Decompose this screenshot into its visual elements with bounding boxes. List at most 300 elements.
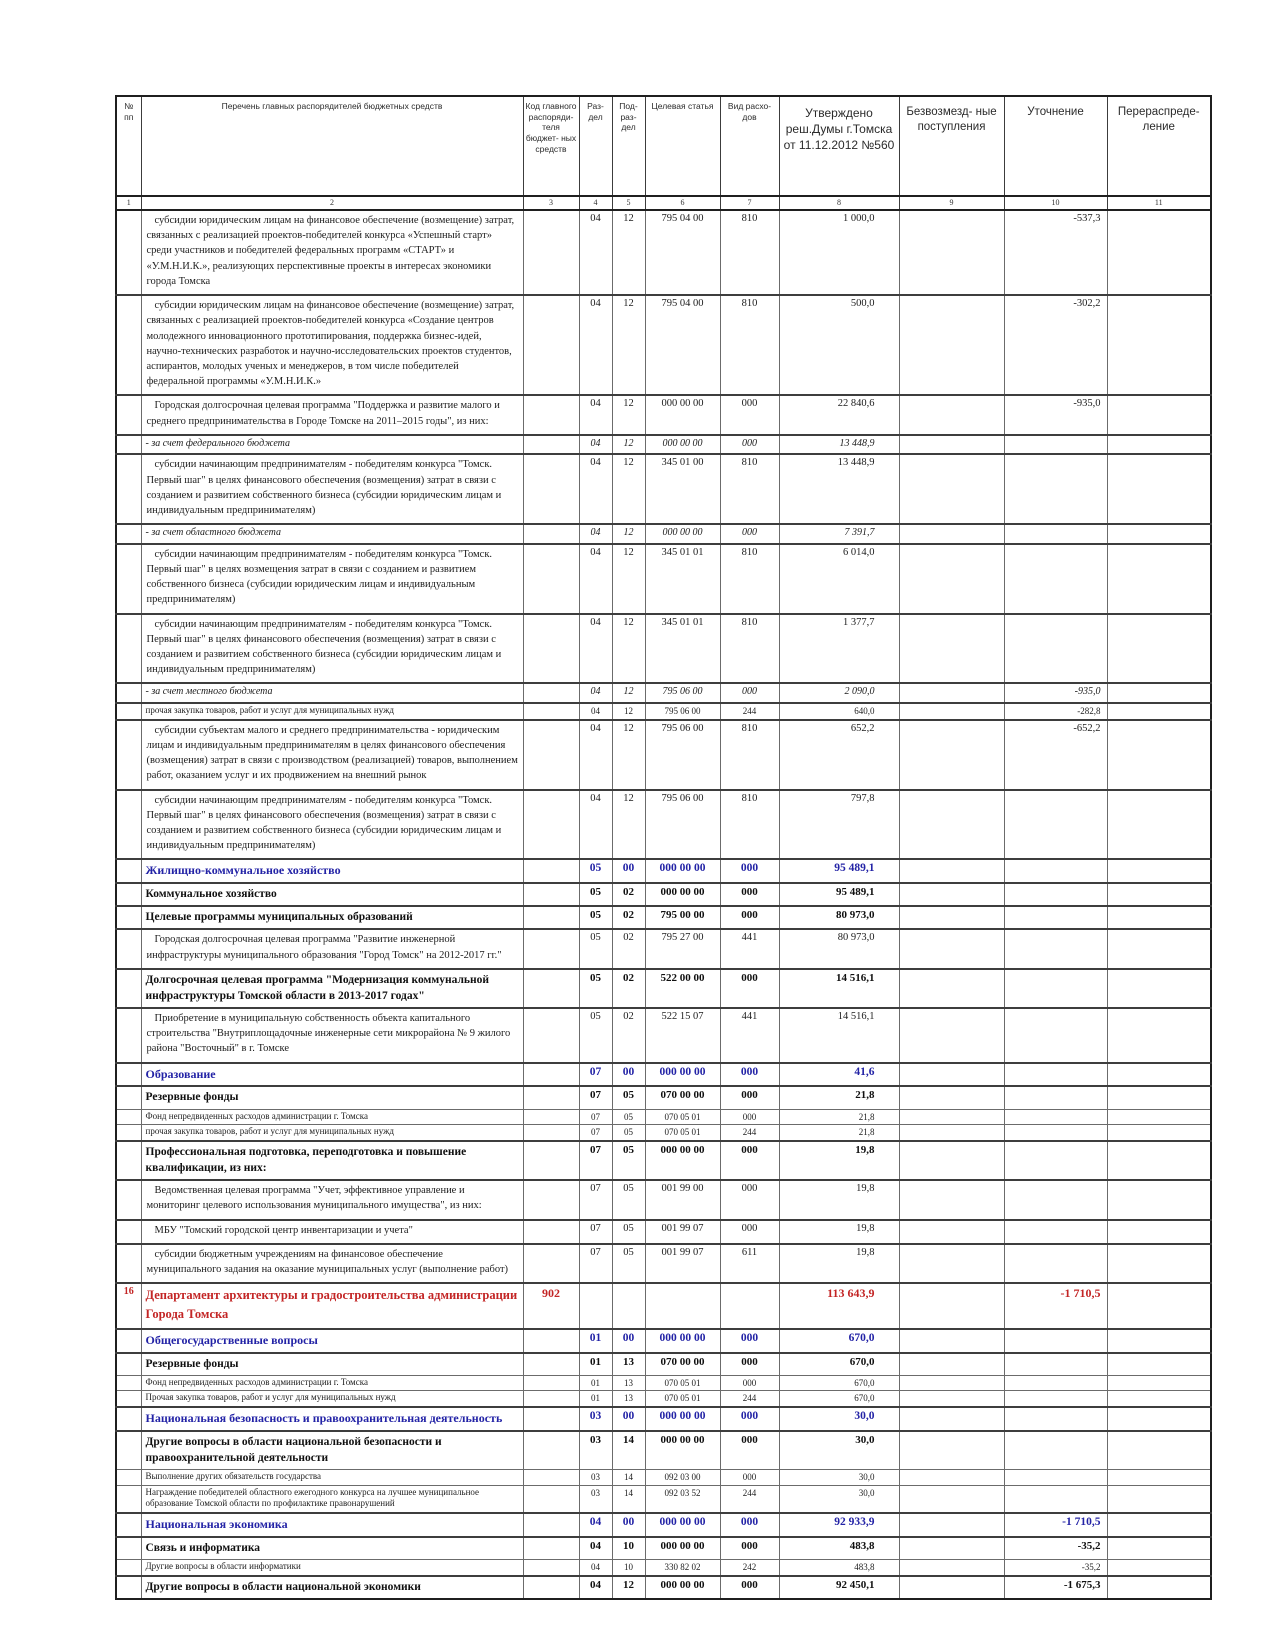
cell-row-number	[116, 1180, 141, 1219]
cell-razdel: 04	[579, 1537, 612, 1560]
cell-podrazdel: 12	[612, 454, 645, 524]
cell-expense-type: 000	[720, 883, 779, 906]
cell-name: Городская долгосрочная целевая программа "Поддержка и развитие малого и среднего предпринимательства в Городе Томске на 2011–2015 годы", из них:	[141, 395, 523, 434]
cell-redistribution	[1107, 720, 1211, 790]
cell-razdel: 07	[579, 1141, 612, 1180]
cell-razdel: 04	[579, 454, 612, 524]
header-cell-code: Код главного распоряди- теля бюджет- ных средств	[523, 96, 579, 196]
cell-podrazdel: 12	[612, 295, 645, 395]
cell-target-article: 522 15 07	[645, 1008, 720, 1063]
cell-code	[523, 1391, 579, 1407]
header-cell-redistribution: Перераспреде- ление	[1107, 96, 1211, 196]
cell-approved: 640,0	[779, 703, 899, 720]
cell-approved: 13 448,9	[779, 435, 899, 455]
cell-target-article: 000 00 00	[645, 1407, 720, 1431]
cell-adjustment: -35,2	[1004, 1559, 1107, 1575]
cell-code	[523, 1576, 579, 1599]
cell-gratuitous	[899, 1559, 1004, 1575]
cell-expense-type: 000	[720, 1407, 779, 1431]
cell-approved: 19,8	[779, 1141, 899, 1180]
cell-code	[523, 1537, 579, 1560]
cell-name: Другие вопросы в области национальной безопасности и правоохранительной деятельности	[141, 1431, 523, 1470]
cell-razdel: 04	[579, 1559, 612, 1575]
cell-podrazdel: 13	[612, 1353, 645, 1376]
table-header	[116, 96, 1211, 210]
cell-redistribution	[1107, 1244, 1211, 1283]
cell-row-number	[116, 929, 141, 968]
cell-podrazdel: 12	[612, 703, 645, 720]
cell-target-article: 070 05 01	[645, 1375, 720, 1391]
cell-target-article: 000 00 00	[645, 435, 720, 455]
cell-name: Долгосрочная целевая программа "Модернизация коммунальной инфраструктуры Томской области в 2013-2017 годах"	[141, 969, 523, 1008]
cell-code: 902	[523, 1283, 579, 1329]
cell-podrazdel: 02	[612, 1008, 645, 1063]
cell-row-number	[116, 1485, 141, 1513]
cell-row-number	[116, 1353, 141, 1376]
cell-target-article: 522 00 00	[645, 969, 720, 1008]
cell-razdel: 07	[579, 1244, 612, 1283]
cell-podrazdel: 00	[612, 1063, 645, 1087]
cell-adjustment	[1004, 859, 1107, 883]
cell-code	[523, 1407, 579, 1431]
cell-approved: 21,8	[779, 1086, 899, 1109]
cell-row-number	[116, 1109, 141, 1125]
cell-adjustment	[1004, 1329, 1107, 1353]
cell-expense-type: 000	[720, 395, 779, 434]
budget-table-sheet	[115, 95, 1210, 1600]
cell-target-article: 070 00 00	[645, 1353, 720, 1376]
cell-row-number	[116, 1141, 141, 1180]
cell-expense-type: 000	[720, 1180, 779, 1219]
cell-expense-type: 244	[720, 1125, 779, 1141]
cell-adjustment	[1004, 1086, 1107, 1109]
cell-target-article: 092 03 00	[645, 1469, 720, 1485]
cell-razdel: 04	[579, 435, 612, 455]
cell-podrazdel: 02	[612, 883, 645, 906]
cell-expense-type: 000	[720, 683, 779, 703]
cell-approved: 6 014,0	[779, 544, 899, 614]
cell-expense-type: 244	[720, 703, 779, 720]
table-row	[116, 883, 1211, 906]
cell-expense-type	[720, 1283, 779, 1329]
cell-adjustment	[1004, 1431, 1107, 1470]
cell-name: Коммунальное хозяйство	[141, 883, 523, 906]
cell-target-article: 000 00 00	[645, 1431, 720, 1470]
cell-redistribution	[1107, 1431, 1211, 1470]
cell-row-number	[116, 1329, 141, 1353]
column-number-4: 4	[579, 196, 612, 210]
table-row	[116, 1086, 1211, 1109]
cell-podrazdel: 12	[612, 614, 645, 684]
cell-name: Жилищно-коммунальное хозяйство	[141, 859, 523, 883]
cell-code	[523, 1244, 579, 1283]
table-row	[116, 1537, 1211, 1560]
cell-target-article: 000 00 00	[645, 1513, 720, 1537]
cell-gratuitous	[899, 703, 1004, 720]
cell-razdel: 07	[579, 1063, 612, 1087]
cell-razdel: 04	[579, 395, 612, 434]
cell-gratuitous	[899, 210, 1004, 295]
cell-code	[523, 454, 579, 524]
cell-adjustment	[1004, 454, 1107, 524]
cell-code	[523, 1329, 579, 1353]
cell-adjustment	[1004, 1391, 1107, 1407]
cell-expense-type: 000	[720, 1469, 779, 1485]
table-row	[116, 969, 1211, 1008]
cell-expense-type: 000	[720, 1329, 779, 1353]
cell-code	[523, 395, 579, 434]
cell-target-article: 795 06 00	[645, 790, 720, 860]
cell-gratuitous	[899, 1391, 1004, 1407]
cell-approved: 14 516,1	[779, 1008, 899, 1063]
table-row	[116, 1244, 1211, 1283]
cell-gratuitous	[899, 790, 1004, 860]
cell-name: Резервные фонды	[141, 1086, 523, 1109]
cell-target-article: 000 00 00	[645, 524, 720, 544]
cell-expense-type: 000	[720, 435, 779, 455]
cell-name: - за счет федерального бюджета	[141, 435, 523, 455]
cell-approved: 670,0	[779, 1329, 899, 1353]
cell-redistribution	[1107, 1513, 1211, 1537]
cell-adjustment	[1004, 1220, 1107, 1244]
cell-redistribution	[1107, 295, 1211, 395]
table-row	[116, 1063, 1211, 1087]
cell-redistribution	[1107, 1391, 1211, 1407]
cell-expense-type: 810	[720, 210, 779, 295]
cell-row-number	[116, 969, 141, 1008]
cell-redistribution	[1107, 1141, 1211, 1180]
cell-adjustment: -282,8	[1004, 703, 1107, 720]
table-row	[116, 1576, 1211, 1599]
cell-podrazdel: 12	[612, 720, 645, 790]
cell-name: Национальная экономика	[141, 1513, 523, 1537]
cell-row-number	[116, 859, 141, 883]
table-row	[116, 435, 1211, 455]
cell-target-article: 795 06 00	[645, 683, 720, 703]
cell-name: - за счет местного бюджета	[141, 683, 523, 703]
cell-target-article: 000 00 00	[645, 1537, 720, 1560]
cell-expense-type: 000	[720, 906, 779, 929]
header-cell-expense-type: Вид расхо- дов	[720, 96, 779, 196]
cell-adjustment	[1004, 906, 1107, 929]
cell-row-number	[116, 1469, 141, 1485]
cell-name: Городская долгосрочная целевая программа "Развитие инженерной инфраструктуры муниципального образования "Город Томск" на 2012-2017 гг."	[141, 929, 523, 968]
cell-approved: 652,2	[779, 720, 899, 790]
cell-adjustment: -1 710,5	[1004, 1283, 1107, 1329]
cell-code	[523, 720, 579, 790]
table-row	[116, 454, 1211, 524]
table-row	[116, 1329, 1211, 1353]
cell-approved: 41,6	[779, 1063, 899, 1087]
cell-gratuitous	[899, 524, 1004, 544]
cell-name: субсидии юридическим лицам на финансовое обеспечение (возмещение) затрат, связанных с реализацией проектов-победителей конкурса «Создание центров молодежного инновационного прототипирования, поддержка бизнес-идей, научно-технических разработок и научно-исследовательских проектов студентов, аспирантов, молодых ученых и менеджеров, в том числе победителей федеральной программы «У.М.Н.И.К.»	[141, 295, 523, 395]
cell-redistribution	[1107, 1537, 1211, 1560]
cell-podrazdel: 00	[612, 1407, 645, 1431]
cell-gratuitous	[899, 969, 1004, 1008]
cell-redistribution	[1107, 524, 1211, 544]
cell-expense-type: 000	[720, 1353, 779, 1376]
cell-podrazdel: 02	[612, 929, 645, 968]
cell-redistribution	[1107, 1283, 1211, 1329]
cell-name: Прочая закупка товаров, работ и услуг для муниципальных нужд	[141, 1391, 523, 1407]
cell-target-article: 092 03 52	[645, 1485, 720, 1513]
cell-expense-type: 810	[720, 720, 779, 790]
cell-podrazdel: 05	[612, 1244, 645, 1283]
cell-adjustment	[1004, 1244, 1107, 1283]
cell-row-number	[116, 683, 141, 703]
cell-razdel: 03	[579, 1431, 612, 1470]
cell-redistribution	[1107, 1008, 1211, 1063]
cell-approved: 14 516,1	[779, 969, 899, 1008]
column-number-3: 3	[523, 196, 579, 210]
header-cell-podrazdel: Под- раз- дел	[612, 96, 645, 196]
table-row	[116, 790, 1211, 860]
cell-name: Фонд непредвиденных расходов администрации г. Томска	[141, 1109, 523, 1125]
cell-gratuitous	[899, 1063, 1004, 1087]
cell-podrazdel: 05	[612, 1220, 645, 1244]
cell-adjustment: -652,2	[1004, 720, 1107, 790]
cell-code	[523, 1431, 579, 1470]
cell-code	[523, 614, 579, 684]
cell-name: прочая закупка товаров, работ и услуг для муниципальных нужд	[141, 1125, 523, 1141]
cell-redistribution	[1107, 614, 1211, 684]
cell-code	[523, 1485, 579, 1513]
table-row	[116, 683, 1211, 703]
cell-row-number	[116, 1220, 141, 1244]
cell-adjustment: -35,2	[1004, 1537, 1107, 1560]
cell-expense-type: 441	[720, 929, 779, 968]
table-row	[116, 1407, 1211, 1431]
cell-adjustment	[1004, 524, 1107, 544]
cell-razdel: 05	[579, 859, 612, 883]
column-number-11: 11	[1107, 196, 1211, 210]
cell-gratuitous	[899, 883, 1004, 906]
cell-adjustment	[1004, 614, 1107, 684]
cell-podrazdel: 12	[612, 1576, 645, 1599]
cell-code	[523, 1141, 579, 1180]
cell-razdel: 03	[579, 1407, 612, 1431]
cell-approved: 92 933,9	[779, 1513, 899, 1537]
cell-row-number	[116, 454, 141, 524]
cell-target-article: 000 00 00	[645, 1063, 720, 1087]
cell-name: Награждение победителей областного ежегодного конкурса на лучшее муниципальное образование Томской области по профилактике правонарушений	[141, 1485, 523, 1513]
cell-podrazdel: 00	[612, 1513, 645, 1537]
cell-redistribution	[1107, 1485, 1211, 1513]
cell-approved: 7 391,7	[779, 524, 899, 544]
cell-adjustment	[1004, 1485, 1107, 1513]
cell-code	[523, 1513, 579, 1537]
cell-target-article: 345 01 01	[645, 544, 720, 614]
cell-target-article: 330 82 02	[645, 1559, 720, 1575]
cell-target-article: 000 00 00	[645, 883, 720, 906]
cell-redistribution	[1107, 395, 1211, 434]
cell-redistribution	[1107, 210, 1211, 295]
cell-redistribution	[1107, 1375, 1211, 1391]
header-cell-approved: Утверждено реш.Думы г.Томска от 11.12.2012 №560	[779, 96, 899, 196]
cell-razdel: 07	[579, 1109, 612, 1125]
cell-row-number	[116, 210, 141, 295]
cell-gratuitous	[899, 1329, 1004, 1353]
cell-code	[523, 524, 579, 544]
table-body	[116, 210, 1211, 1599]
cell-expense-type: 242	[720, 1559, 779, 1575]
cell-row-number	[116, 544, 141, 614]
cell-razdel: 07	[579, 1125, 612, 1141]
cell-target-article: 000 00 00	[645, 1141, 720, 1180]
cell-razdel: 04	[579, 544, 612, 614]
cell-row-number	[116, 1375, 141, 1391]
table-row	[116, 1008, 1211, 1063]
cell-gratuitous	[899, 1008, 1004, 1063]
cell-code	[523, 1063, 579, 1087]
cell-gratuitous	[899, 435, 1004, 455]
cell-adjustment	[1004, 1063, 1107, 1087]
cell-adjustment	[1004, 929, 1107, 968]
cell-adjustment: -537,3	[1004, 210, 1107, 295]
cell-approved: 19,8	[779, 1180, 899, 1219]
cell-name: субсидии начинающим предпринимателям - победителям конкурса "Томск. Первый шаг" в целях финансового обеспечения (возмещения) затрат в связи с созданием и развитием собственного бизнеса (субсидии юридическим лицам и индивидуальным предпринимателям)	[141, 790, 523, 860]
header-cell-adjustment: Уточнение	[1004, 96, 1107, 196]
table-row	[116, 1353, 1211, 1376]
cell-podrazdel: 14	[612, 1469, 645, 1485]
cell-row-number	[116, 1063, 141, 1087]
cell-gratuitous	[899, 395, 1004, 434]
cell-name: субсидии начинающим предпринимателям - победителям конкурса "Томск. Первый шаг" в целях финансового обеспечения (возмещения) затрат в связи с созданием и развитием собственного бизнеса (субсидии юридическим лицам и индивидуальным предпринимателям)	[141, 614, 523, 684]
cell-podrazdel: 02	[612, 969, 645, 1008]
cell-razdel: 04	[579, 1513, 612, 1537]
cell-code	[523, 906, 579, 929]
cell-expense-type: 000	[720, 1513, 779, 1537]
header-cell-razdel: Раз- дел	[579, 96, 612, 196]
table-row	[116, 544, 1211, 614]
cell-name: субсидии юридическим лицам на финансовое обеспечение (возмещение) затрат, связанных с реализацией проектов-победителей конкурса «Успешный старт» среди участников и победителей федеральных программ «СТАРТ» и «У.М.Н.И.К.», реализующих перспективные проекты в интересах экономики города Томска	[141, 210, 523, 295]
cell-target-article: 001 99 07	[645, 1244, 720, 1283]
header-cell-name: Перечень главных распорядителей бюджетных средств	[141, 96, 523, 196]
cell-podrazdel: 12	[612, 210, 645, 295]
cell-adjustment	[1004, 1375, 1107, 1391]
cell-podrazdel: 00	[612, 859, 645, 883]
cell-redistribution	[1107, 1329, 1211, 1353]
cell-gratuitous	[899, 720, 1004, 790]
cell-approved: 92 450,1	[779, 1576, 899, 1599]
column-number-6: 6	[645, 196, 720, 210]
cell-expense-type: 000	[720, 1537, 779, 1560]
cell-target-article: 795 00 00	[645, 906, 720, 929]
cell-name: субсидии начинающим предпринимателям - победителям конкурса "Томск. Первый шаг" в целях финансового обеспечения (возмещения) затрат в связи с созданием и развитием собственного бизнеса (субсидии юридическим лицам и индивидуальным предпринимателям)	[141, 454, 523, 524]
cell-podrazdel: 13	[612, 1391, 645, 1407]
cell-gratuitous	[899, 859, 1004, 883]
column-number-8: 8	[779, 196, 899, 210]
cell-approved: 670,0	[779, 1391, 899, 1407]
cell-row-number	[116, 906, 141, 929]
table-row	[116, 395, 1211, 434]
cell-gratuitous	[899, 1086, 1004, 1109]
cell-redistribution	[1107, 544, 1211, 614]
cell-podrazdel: 10	[612, 1559, 645, 1575]
cell-gratuitous	[899, 1576, 1004, 1599]
cell-approved: 19,8	[779, 1244, 899, 1283]
cell-name: прочая закупка товаров, работ и услуг для муниципальных нужд	[141, 703, 523, 720]
cell-approved: 30,0	[779, 1485, 899, 1513]
cell-redistribution	[1107, 883, 1211, 906]
cell-target-article: 000 00 00	[645, 395, 720, 434]
cell-expense-type: 000	[720, 1086, 779, 1109]
cell-adjustment	[1004, 1008, 1107, 1063]
cell-code	[523, 1180, 579, 1219]
cell-approved: 500,0	[779, 295, 899, 395]
cell-approved: 95 489,1	[779, 883, 899, 906]
cell-redistribution	[1107, 703, 1211, 720]
cell-target-article: 001 99 00	[645, 1180, 720, 1219]
table-row	[116, 1283, 1211, 1329]
table-row	[116, 1431, 1211, 1470]
cell-code	[523, 1375, 579, 1391]
cell-target-article: 000 00 00	[645, 1329, 720, 1353]
cell-redistribution	[1107, 435, 1211, 455]
cell-expense-type: 000	[720, 1431, 779, 1470]
cell-code	[523, 544, 579, 614]
cell-gratuitous	[899, 906, 1004, 929]
cell-code	[523, 1469, 579, 1485]
cell-redistribution	[1107, 1469, 1211, 1485]
cell-code	[523, 859, 579, 883]
cell-name: - за счет областного бюджета	[141, 524, 523, 544]
cell-row-number	[116, 1513, 141, 1537]
cell-podrazdel	[612, 1283, 645, 1329]
cell-approved: 13 448,9	[779, 454, 899, 524]
cell-expense-type: 000	[720, 1141, 779, 1180]
cell-gratuitous	[899, 1141, 1004, 1180]
cell-expense-type: 810	[720, 614, 779, 684]
cell-redistribution	[1107, 1180, 1211, 1219]
cell-gratuitous	[899, 454, 1004, 524]
cell-name: Ведомственная целевая программа "Учет, эффективное управление и мониторинг целевого использования муниципального имущества", из них:	[141, 1180, 523, 1219]
table-row	[116, 1391, 1211, 1407]
header-cell-gratuitous: Безвозмезд- ные поступления	[899, 96, 1004, 196]
cell-adjustment	[1004, 1469, 1107, 1485]
header-cell-row-number: № пп	[116, 96, 141, 196]
table-row	[116, 1469, 1211, 1485]
cell-adjustment	[1004, 1125, 1107, 1141]
cell-approved: 483,8	[779, 1559, 899, 1575]
table-row	[116, 1141, 1211, 1180]
cell-gratuitous	[899, 295, 1004, 395]
cell-expense-type: 000	[720, 1576, 779, 1599]
cell-adjustment: -1 675,3	[1004, 1576, 1107, 1599]
cell-gratuitous	[899, 1283, 1004, 1329]
cell-approved: 670,0	[779, 1375, 899, 1391]
cell-row-number	[116, 435, 141, 455]
cell-approved: 95 489,1	[779, 859, 899, 883]
cell-redistribution	[1107, 1353, 1211, 1376]
table-row	[116, 703, 1211, 720]
cell-redistribution	[1107, 790, 1211, 860]
table-row	[116, 295, 1211, 395]
cell-gratuitous	[899, 1353, 1004, 1376]
column-number-7: 7	[720, 196, 779, 210]
cell-razdel: 04	[579, 790, 612, 860]
cell-redistribution	[1107, 929, 1211, 968]
cell-razdel: 03	[579, 1469, 612, 1485]
cell-name: Приобретение в муниципальную собственность объекта капитального строительства "Внутриплощадочные инженерные сети микрорайона № 9 жилого района "Восточный" в г. Томске	[141, 1008, 523, 1063]
cell-gratuitous	[899, 1109, 1004, 1125]
cell-code	[523, 1086, 579, 1109]
cell-name: Выполнение других обязательств государства	[141, 1469, 523, 1485]
budget-table	[115, 95, 1212, 1600]
cell-podrazdel: 05	[612, 1141, 645, 1180]
cell-razdel: 04	[579, 295, 612, 395]
table-row	[116, 1559, 1211, 1575]
